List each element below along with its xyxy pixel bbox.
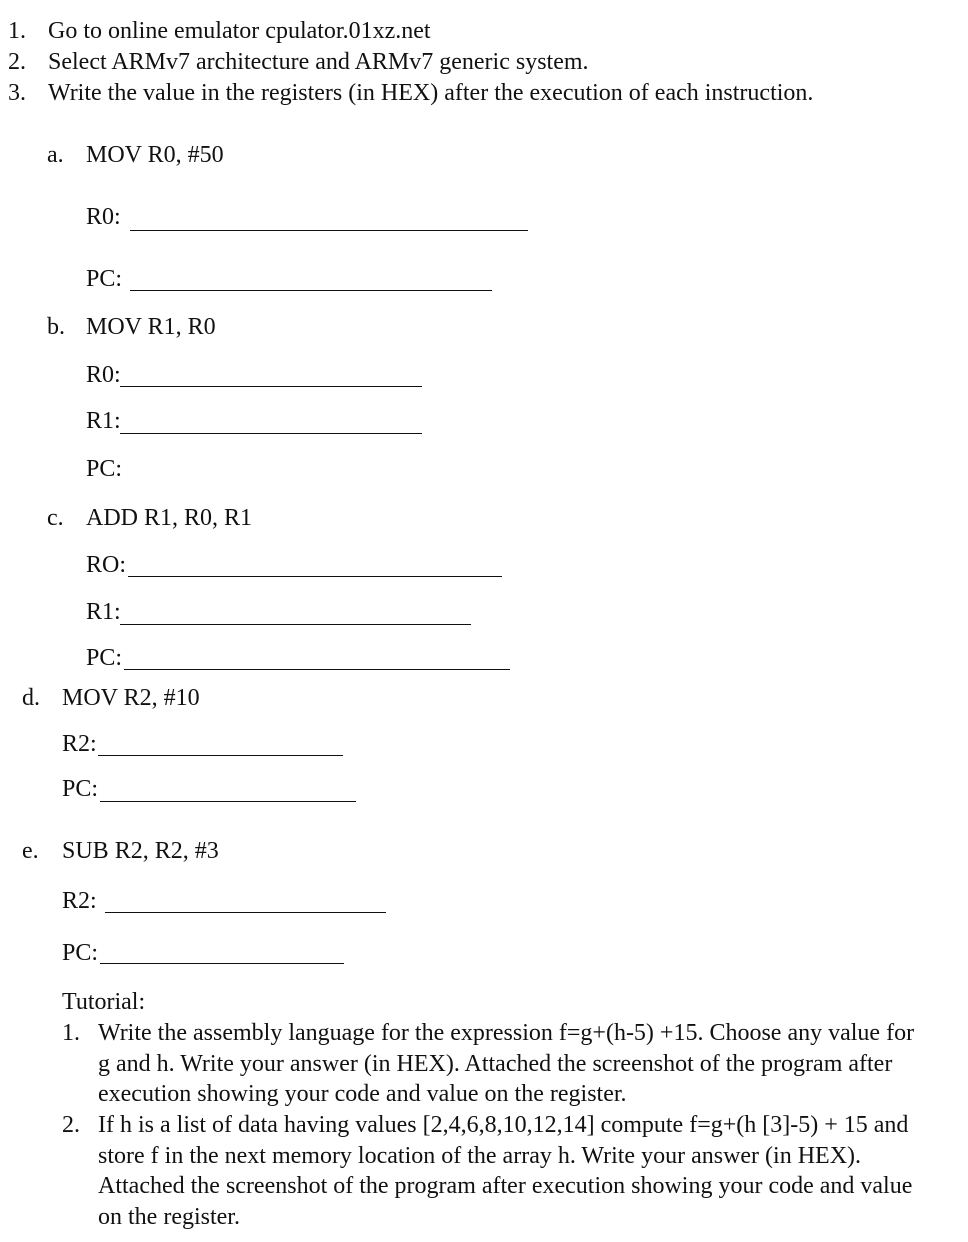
answer-blank[interactable] (105, 912, 386, 913)
register-label: PC: (62, 776, 99, 802)
question-letter: d. (22, 685, 40, 711)
tutorial-item-number: 2. (62, 1112, 80, 1138)
answer-blank[interactable] (100, 963, 344, 964)
answer-blank[interactable] (120, 386, 422, 387)
answer-blank[interactable] (98, 755, 343, 756)
question-letter: c. (47, 505, 64, 531)
answer-blank[interactable] (100, 801, 356, 802)
instruction-number: 2. (8, 49, 26, 75)
question-letter: e. (22, 838, 39, 864)
answer-blank[interactable] (128, 576, 502, 577)
register-label: R1: (86, 599, 121, 625)
register-label: PC: (86, 266, 123, 292)
answer-blank[interactable] (120, 433, 422, 434)
register-label: RO: (86, 552, 127, 578)
question-instruction: MOV R1, R0 (86, 314, 216, 340)
register-label: R0: (86, 362, 121, 388)
tutorial-item-text: Write the assembly language for the expression f=g+(h-5) +15. Choose any value for g and h. Write your answer (in HEX). Attached the screenshot of the program after execution showing your code and value on the register. (98, 1020, 915, 1107)
answer-blank[interactable] (120, 624, 471, 625)
instruction-number: 1. (8, 18, 26, 44)
answer-blank[interactable] (130, 290, 492, 291)
register-label: PC: (86, 645, 123, 671)
register-label: R2: (62, 888, 97, 914)
question-instruction: MOV R0, #50 (86, 142, 224, 168)
instruction-text: Write the value in the registers (in HEX) after the execution of each instruction. (48, 80, 814, 106)
register-label: R2: (62, 731, 97, 757)
register-label: R0: (86, 204, 121, 230)
tutorial-item-text: If h is a list of data having values [2,4,6,8,10,12,14] compute f=g+(h [3]-5) + 15 and store f in the next memory location of the array h. Write your answer (in HEX). Attached the screenshot of the program after execution showing your code and value on the register. (98, 1112, 913, 1230)
instruction-number: 3. (8, 80, 26, 106)
tutorial-heading: Tutorial: (62, 989, 146, 1015)
instruction-text: Go to online emulator cpulator.01xz.net (48, 18, 431, 44)
answer-blank[interactable] (124, 669, 510, 670)
question-letter: a. (47, 142, 64, 168)
answer-blank[interactable] (130, 230, 528, 231)
register-label: R1: (86, 408, 121, 434)
question-instruction: ADD R1, R0, R1 (86, 505, 253, 531)
question-letter: b. (47, 314, 65, 340)
question-instruction: MOV R2, #10 (62, 685, 200, 711)
instruction-text: Select ARMv7 architecture and ARMv7 generic system. (48, 49, 589, 75)
register-label: PC: (62, 940, 99, 966)
question-instruction: SUB R2, R2, #3 (62, 838, 219, 864)
tutorial-item-number: 1. (62, 1020, 80, 1046)
register-label: PC: (86, 456, 123, 482)
